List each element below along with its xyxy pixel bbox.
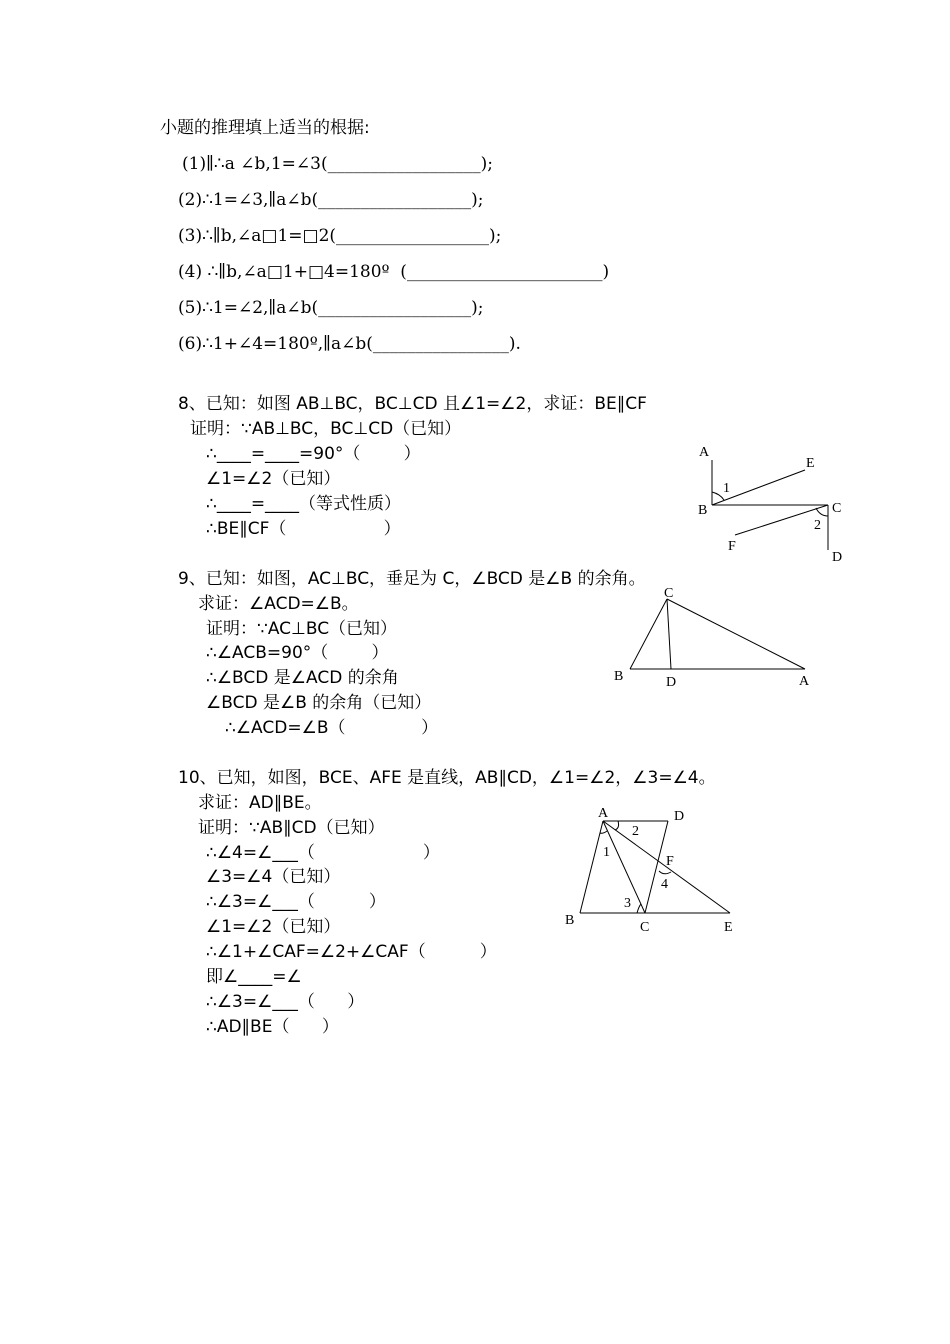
q10-label-a: A [598, 806, 609, 821]
q10-line-3: ∴∠4=∠___（ ） [206, 843, 440, 863]
q10-line-9: ∴∠3=∠___（ ） [206, 992, 365, 1012]
q10-line-8: 即∠____=∠ [206, 967, 302, 987]
q10-line-2: 证明：∵AB∥CD（已知） [198, 818, 385, 838]
q8-line-1: 证明：∵AB⊥BC，BC⊥CD（已知） [190, 419, 462, 439]
q8-line-4: ∴____=____（等式性质） [206, 494, 402, 514]
q8-label-angle-1: 1 [723, 481, 730, 496]
intro-item-3: (3)∴∥b,∠a□1=□2(__________________); [178, 226, 502, 246]
q9-segment-cd [667, 599, 671, 669]
q10-label-f: F [666, 854, 674, 869]
q10-title: 10、已知，如图，BCE、AFE 是直线，AB∥CD，∠1=∠2，∠3=∠4。 [178, 768, 716, 788]
q9-line-3: ∴∠ACB=90°（ ） [206, 643, 389, 663]
intro-item-6: (6)∴1+∠4=180º,∥a∠b(________________). [178, 334, 521, 354]
q9-line-2: 证明：∵AC⊥BC（已知） [206, 619, 398, 639]
q10-label-c: C [640, 920, 650, 935]
q9-label-a: A [799, 674, 810, 689]
q8-label-c: C [832, 501, 842, 516]
intro-item-5: (5)∴1=∠2,∥a∠b(__________________); [178, 298, 484, 318]
q9-line-1: 求证：∠ACD=∠B。 [198, 594, 359, 614]
q8-line-3: ∠1=∠2（已知） [206, 469, 341, 489]
q8-line-2: ∴____=____=90°（ ） [206, 444, 421, 464]
q8-angle-arc-2 [816, 508, 828, 516]
q10-label-angle-3: 3 [624, 896, 631, 911]
q10-segment-ab [580, 821, 603, 913]
intro-item-4: (4) ∴∥b,∠a□1+□4=180º (_______________________) [178, 262, 610, 282]
q10-label-angle-1: 1 [603, 845, 610, 860]
q10-angle-arc-1 [600, 831, 607, 833]
q10-line-5: ∴∠3=∠___（ ） [206, 892, 386, 912]
q8-label-d: D [832, 550, 843, 565]
q8-label-a: A [699, 445, 710, 460]
q10-label-d: D [674, 809, 685, 824]
q9-figure [605, 582, 825, 692]
q10-label-e: E [724, 920, 733, 935]
q10-line-4: ∠3=∠4（已知） [206, 867, 341, 887]
q8-figure [690, 440, 860, 570]
q10-line-1: 求证：AD∥BE。 [198, 793, 322, 813]
q10-line-10: ∴AD∥BE（ ） [206, 1017, 339, 1037]
q10-segment-dc [645, 821, 668, 913]
q10-angle-arc-2 [615, 821, 619, 830]
q8-label-angle-2: 2 [814, 518, 821, 533]
q9-label-d: D [666, 675, 677, 690]
q10-line-7: ∴∠1+∠CAF=∠2+∠CAF（ ） [206, 942, 497, 962]
q9-line-4: ∴∠BCD 是∠ACD 的余角 [206, 668, 399, 688]
q10-figure [560, 800, 750, 940]
q9-line-5: ∠BCD 是∠B 的余角（已知） [206, 693, 432, 713]
q8-label-f: F [728, 539, 736, 554]
q10-label-b: B [565, 913, 575, 928]
intro-title: 小题的推理填上适当的根据: [160, 118, 370, 138]
q8-label-e: E [806, 456, 815, 471]
q10-line-6: ∠1=∠2（已知） [206, 917, 341, 937]
q10-angle-arc-3 [637, 904, 641, 913]
q8-title: 8、已知：如图 AB⊥BC，BC⊥CD 且∠1=∠2，求证：BE∥CF [178, 394, 647, 414]
q10-angle-arc-4 [659, 871, 671, 874]
q9-line-6: ∴∠ACD=∠B（ ） [225, 718, 439, 738]
q10-label-angle-4: 4 [661, 877, 668, 892]
q9-segment-bc [630, 599, 667, 669]
q9-label-c: C [664, 586, 674, 601]
q9-segment-ca [667, 599, 805, 669]
q10-label-angle-2: 2 [632, 824, 639, 839]
intro-item-2: (2)∴1=∠3,∥a∠b(__________________); [178, 190, 484, 210]
intro-item-1: (1)∥∴a ∠b,1=∠3(__________________); [182, 154, 493, 174]
q8-line-5: ∴BE∥CF（ ） [206, 519, 401, 539]
q8-label-b: B [698, 503, 708, 518]
q9-label-b: B [614, 669, 624, 684]
q9-title: 9、已知：如图，AC⊥BC，垂足为 C，∠BCD 是∠B 的余角。 [178, 569, 646, 589]
